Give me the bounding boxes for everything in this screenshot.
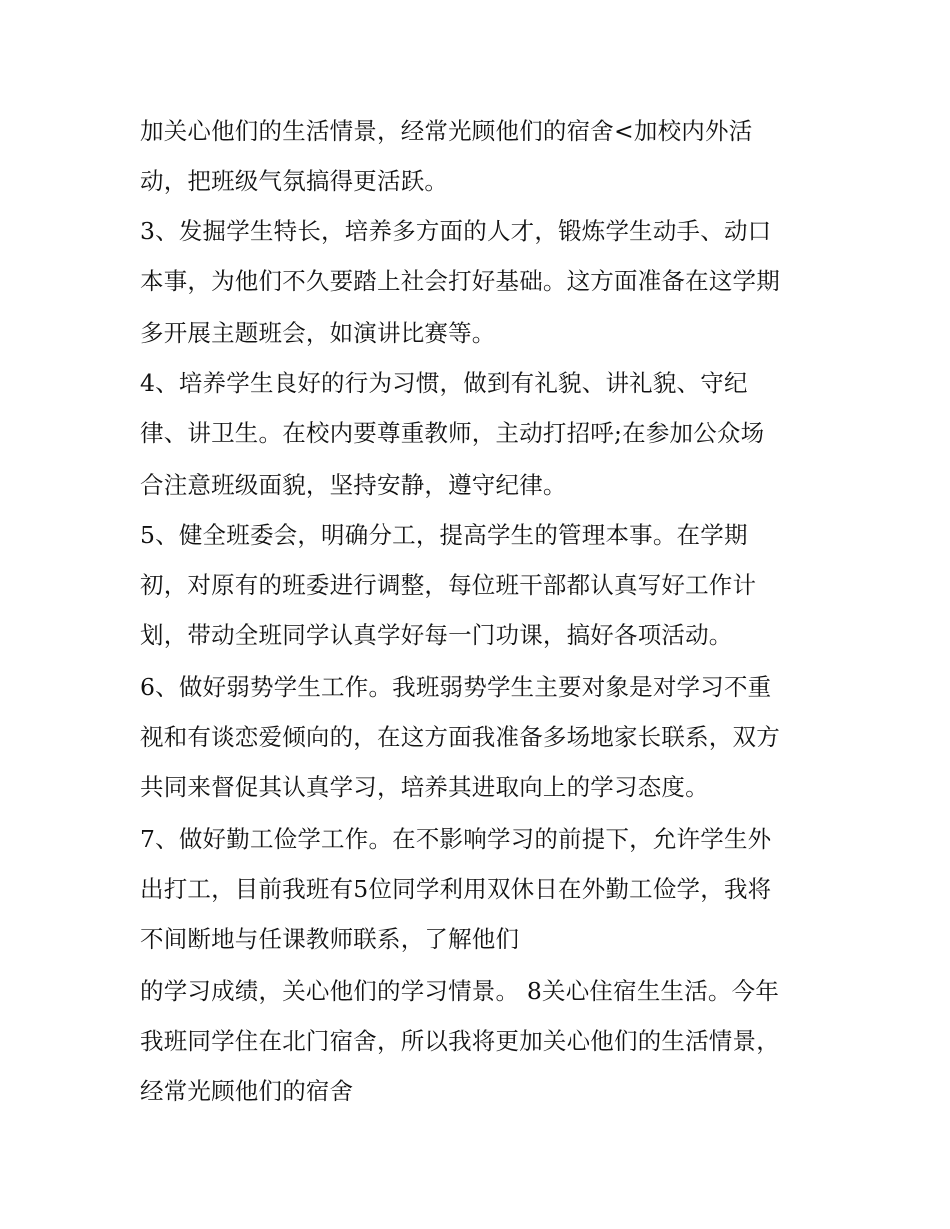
text-line: 本事，为他们不久要踏上社会打好基础。这方面准备在这学期: [140, 267, 780, 295]
text-line: 划，带动全班同学认真学好每一门功课，搞好各项活动。: [140, 621, 733, 649]
text-line: 合注意班级面貌，坚持安静，遵守纪律。: [140, 471, 567, 499]
text-line: 共同来督促其认真学习，培养其进取向上的学习态度。: [140, 773, 709, 801]
text-line: 5、健全班委会，明确分工，提高学生的管理本事。在学期: [140, 521, 748, 549]
text-line: 出打工，目前我班有5位同学利用双休日在外勤工俭学，我将: [140, 875, 772, 903]
text-line: 动，把班级气氛搞得更活跃。: [140, 167, 449, 195]
text-line: 7、做好勤工俭学工作。在不影响学习的前提下，允许学生外: [140, 825, 772, 853]
text-line: 多开展主题班会，如演讲比赛等。: [140, 319, 496, 347]
text-line: 视和有谈恋爱倾向的，在这方面我准备多场地家长联系，双方: [140, 723, 780, 751]
text-line: 加关心他们的生活情景，经常光顾他们的宿舍<加校内外活: [140, 117, 753, 145]
text-line: 律、讲卫生。在校内要尊重教师，主动打招呼;在参加公众场: [140, 419, 765, 447]
text-line: 4、培养学生良好的行为习惯，做到有礼貌、讲礼貌、守纪: [140, 369, 748, 397]
text-line: 6、做好弱势学生工作。我班弱势学生主要对象是对学习不重: [140, 673, 772, 701]
text-line: 初，对原有的班委进行调整，每位班干部都认真写好工作计: [140, 571, 757, 599]
text-line: 3、发掘学生特长，培养多方面的人才，锻炼学生动手、动口: [140, 217, 772, 245]
text-line: 经常光顾他们的宿舍: [140, 1077, 354, 1105]
text-line: 不间断地与任课教师联系，了解他们: [140, 925, 520, 953]
text-line: 的学习成绩，关心他们的学习情景。 8关心住宿生生活。今年: [140, 977, 780, 1005]
text-line: 我班同学住在北门宿舍，所以我将更加关心他们的生活情景，: [140, 1027, 780, 1055]
